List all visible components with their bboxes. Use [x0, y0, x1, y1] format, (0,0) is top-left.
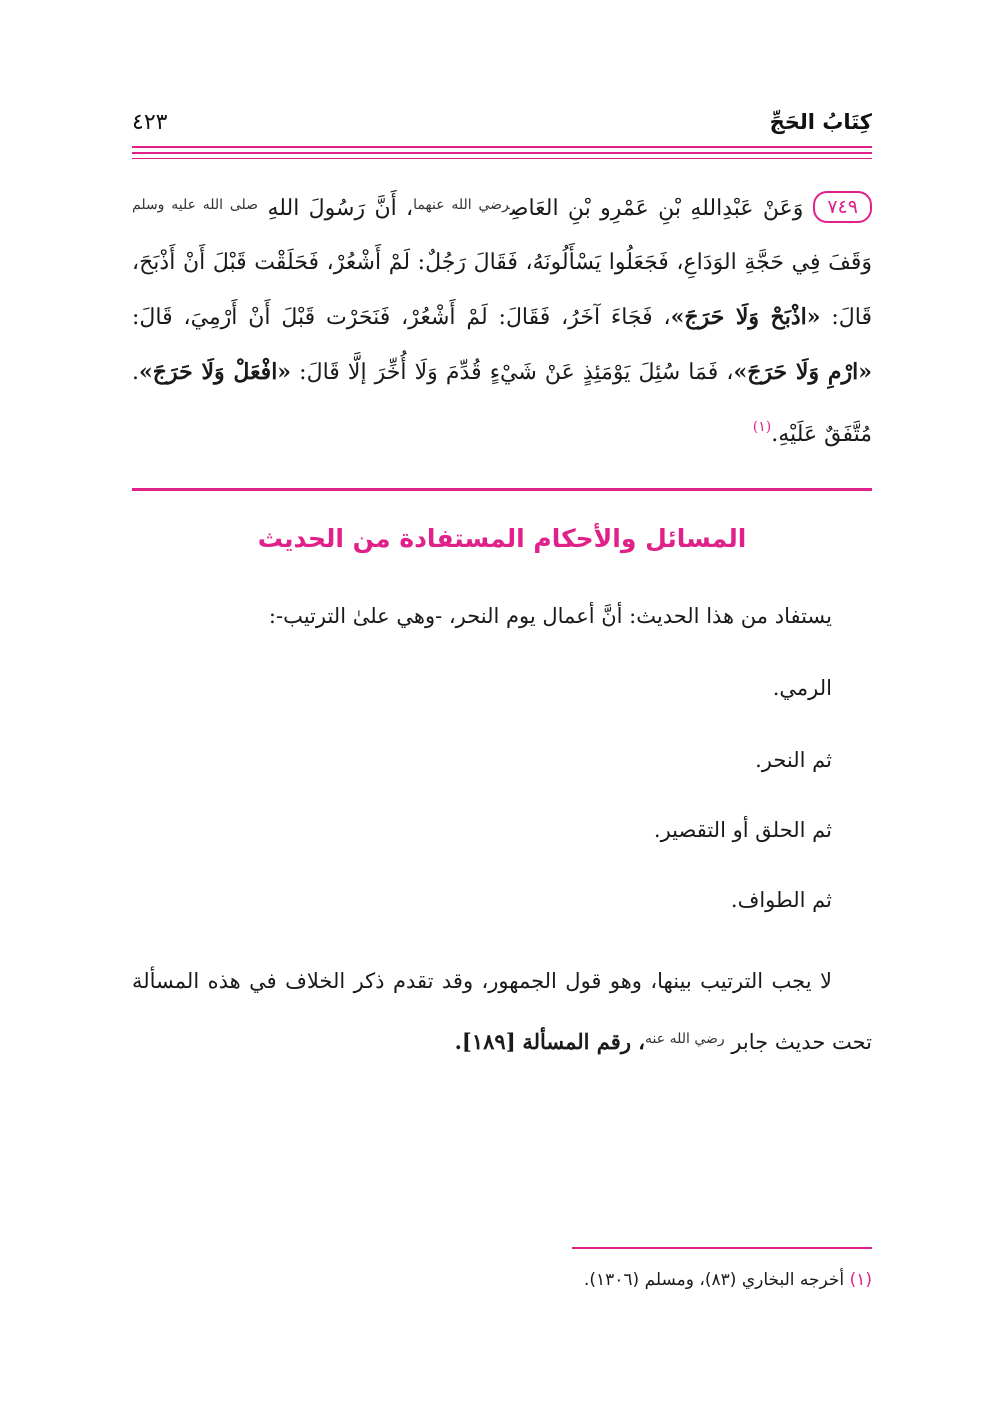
hadith-part: وَقَفَ فِي حَجَّةِ الوَدَاعِ، فَجَعَلُوا يَسْأَلُونَهُ، فَقَالَ رَجُلٌ: لَمْ أَشْعُرْ، فَحَلَقْت قَبْلَ أَنْ أَذْبَحَ، قَالَ:: [132, 250, 872, 330]
intro-paragraph: يستفاد من هذا الحديث: أنَّ أعمال يوم النحر، -وهي علىٰ الترتيب-:: [268, 604, 832, 628]
section-title: المسائل والأحكام المستفادة من الحديث: [257, 524, 747, 553]
prophet-quote: «افْعَلْ وَلَا حَرَجَ»: [139, 359, 292, 385]
honorific: رضي الله عنه: [645, 1031, 725, 1047]
hadith-part: . مُتَّفَقٌ عَلَيْهِ.: [132, 360, 872, 447]
footnote-reference[interactable]: (١): [752, 419, 772, 435]
list-item: ثم النحر.: [755, 748, 832, 772]
prophet-quote: «اذْبَحْ وَلَا حَرَجَ»: [670, 304, 821, 330]
hadith-part: وَعَنْ عَبْدِاللهِ بْنِ عَمْرِو بْنِ العَاصِ: [509, 196, 804, 221]
list-item: الرمي.: [772, 676, 832, 700]
section-divider: [132, 488, 872, 491]
note-text: لا يجب الترتيب بينها، وهو قول الجمهور، وقد تقدم ذكر الخلاف في هذه المسألة تحت حديث جابر: [132, 969, 872, 1054]
footnote-text: أخرجه البخاري (٨٣)، ومسلم (١٣٠٦).: [583, 1270, 845, 1290]
note-paragraph: [132, 952, 872, 1071]
hadith-part: ، فَجَاءَ آخَرُ، فَقَالَ: لَمْ أَشْعُرْ، فَنَحَرْت قَبْلَ أَنْ أَرْمِيَ، قَالَ:: [132, 305, 671, 330]
honorific: رضي الله عنهما: [413, 197, 510, 213]
note-bold: ، رقم المسألة: [522, 1029, 646, 1054]
header-rule: [132, 158, 872, 159]
footnote-mark: (١): [849, 1270, 872, 1290]
running-head: كِتَابُ الحَجِّ: [769, 110, 872, 134]
prophet-quote: «ارْمِ وَلَا حَرَجَ»: [733, 359, 872, 385]
header-rule: [132, 146, 872, 148]
honorific: صلى الله عليه وسلم: [132, 197, 259, 213]
header-rule: [132, 152, 872, 154]
page-number: ٤٢٣: [132, 110, 168, 135]
list-item: ثم الحلق أو التقصير.: [653, 818, 832, 842]
list-item: ثم الطواف.: [730, 888, 832, 912]
hadith-part: ، فَمَا سُئِلَ يَوْمَئِذٍ عَنْ شَيْءٍ قُدِّمَ وَلَا أُخِّرَ إلَّا قَالَ:: [299, 360, 734, 385]
footnote: [584, 1270, 872, 1290]
hadith-number-badge: ٧٤٩: [813, 191, 872, 223]
issue-reference[interactable]: [١٨٩].: [454, 1029, 516, 1054]
hadith-text: [132, 178, 872, 462]
footnote-rule: [572, 1247, 872, 1249]
hadith-part: ، أَنَّ رَسُولَ اللهِ: [267, 196, 414, 221]
